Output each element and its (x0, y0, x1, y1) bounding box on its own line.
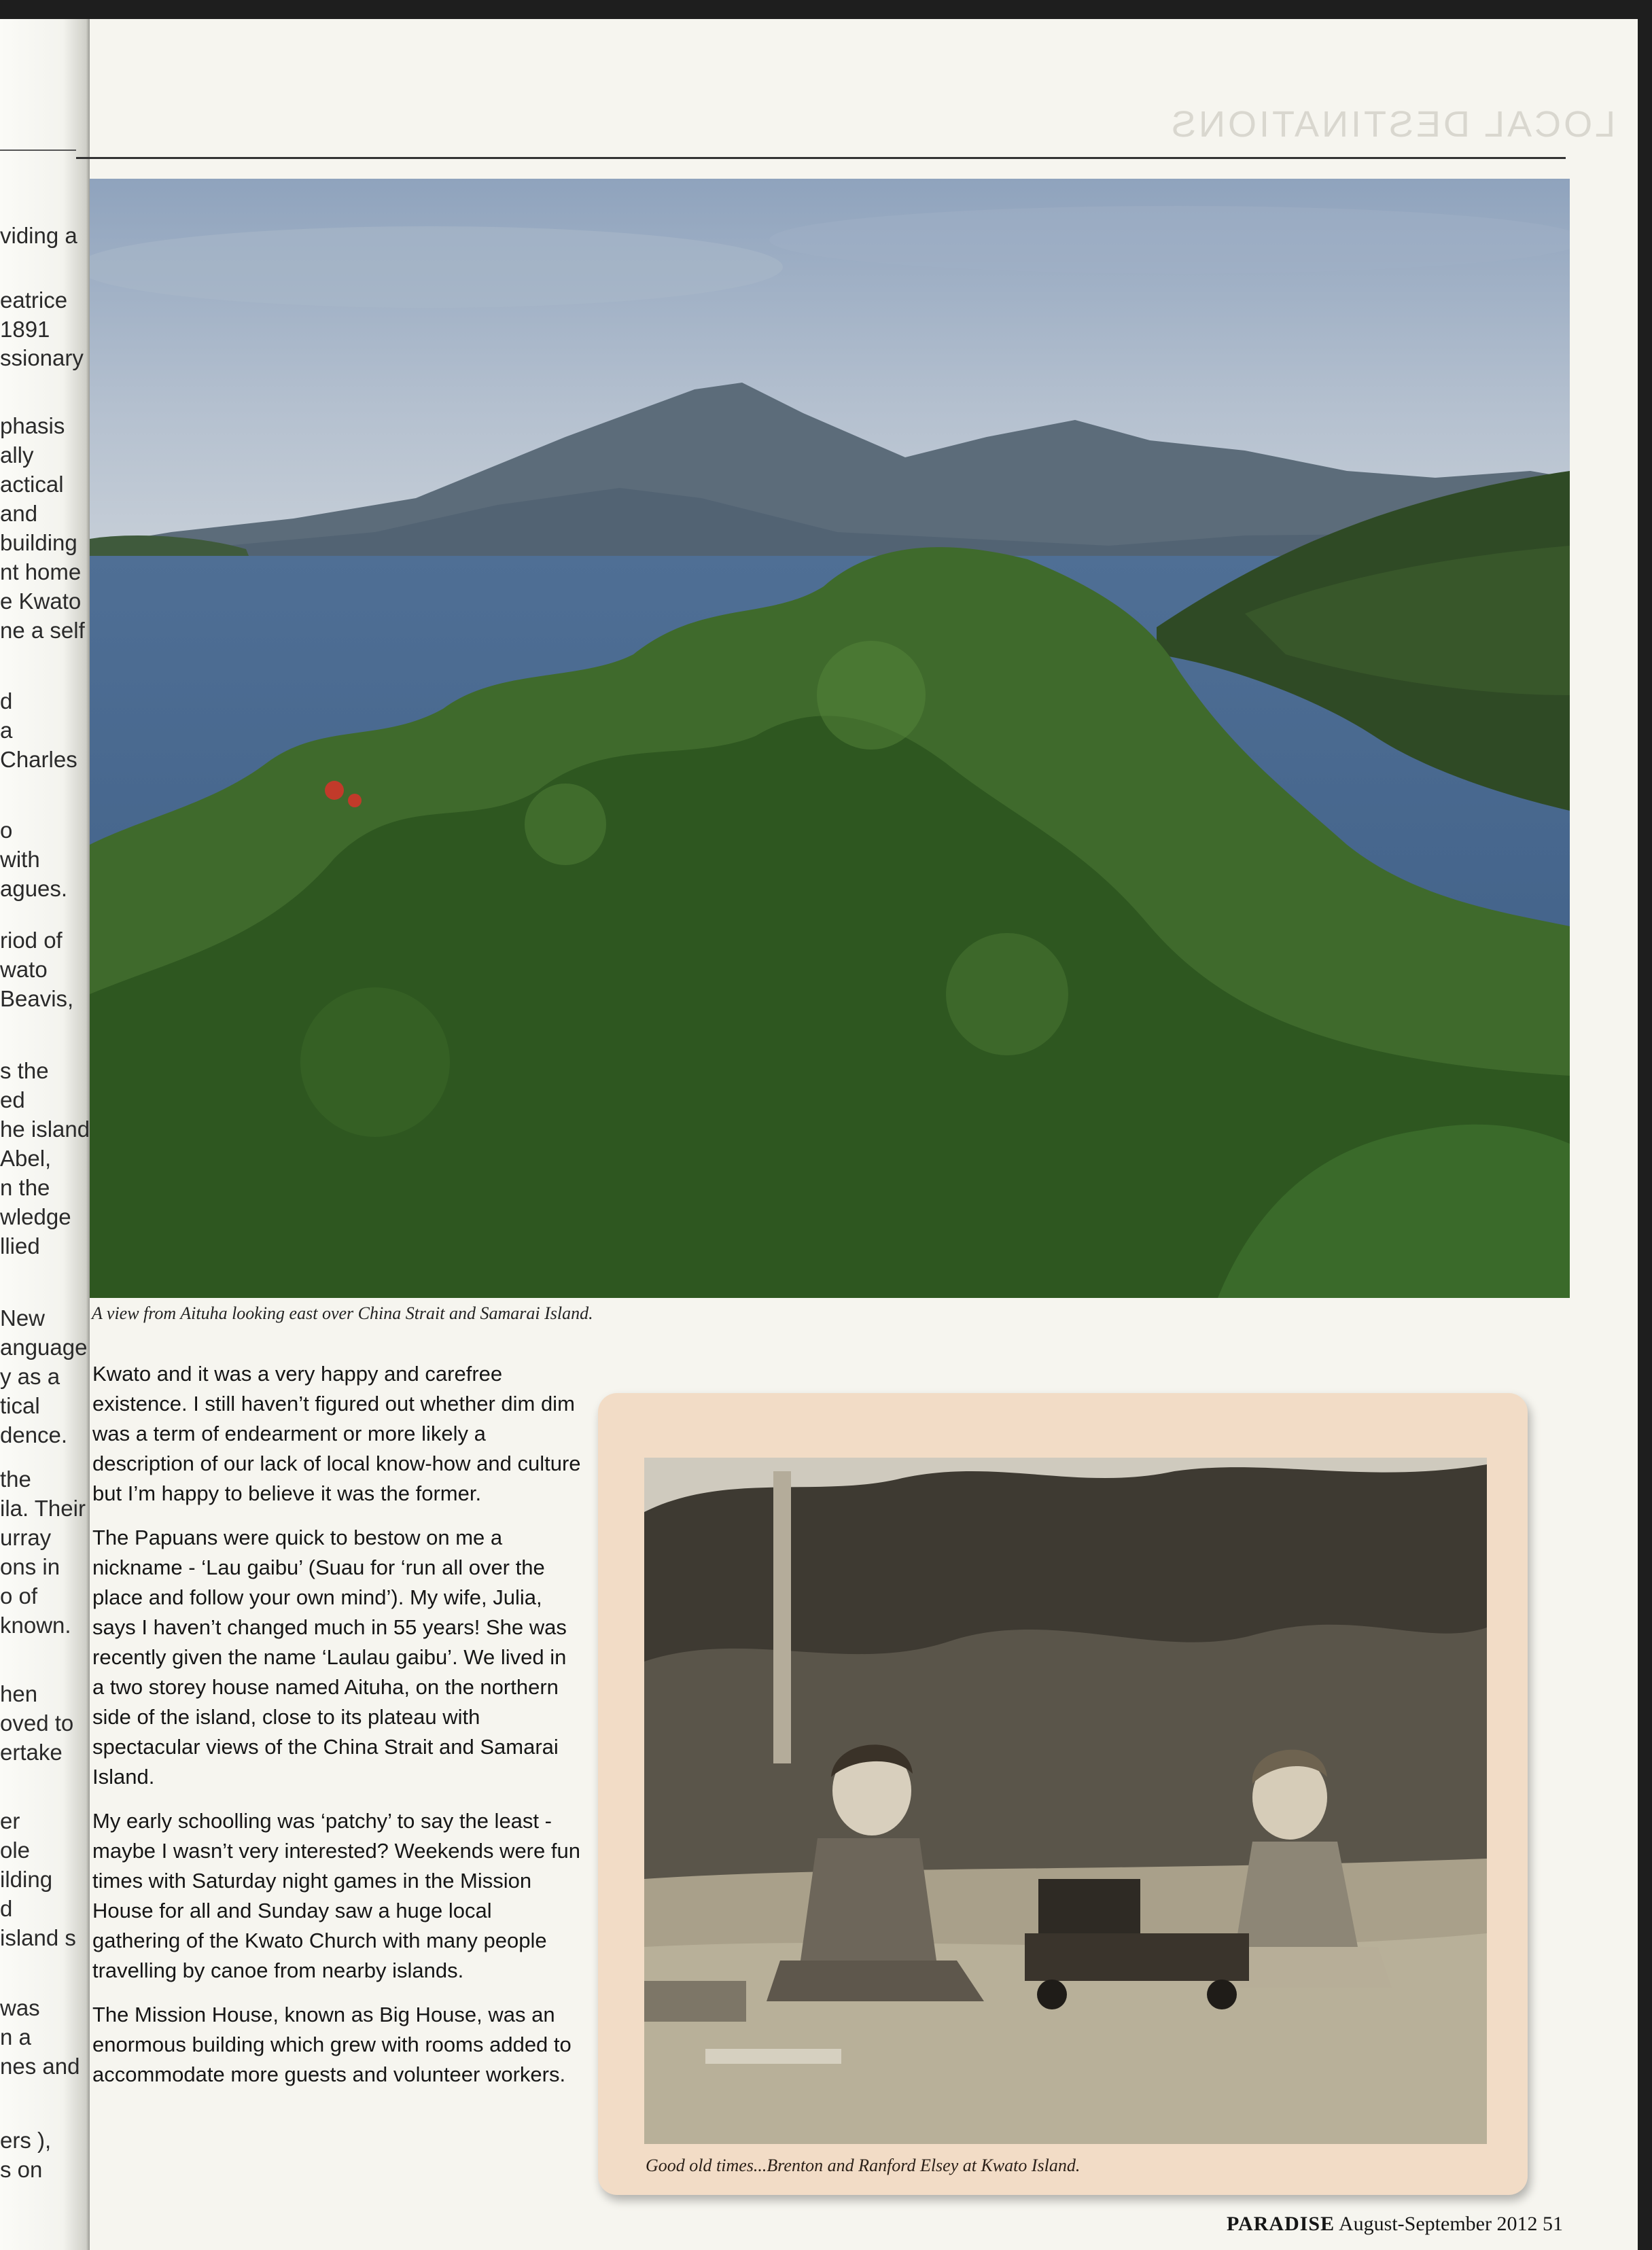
facing-page-text-fragment: with (0, 847, 40, 872)
facing-page-text-fragment: Beavis, (0, 986, 74, 1011)
facing-page-text-fragment: s on (0, 2157, 43, 2182)
facing-page-text-fragment: ole (0, 1838, 31, 1863)
page-number: 51 (1542, 2213, 1563, 2235)
facing-page-text-fragment: hen (0, 1681, 38, 1706)
page-footer (1227, 2213, 1563, 2236)
facing-page-gutter (0, 19, 90, 2250)
facing-page-text-fragment: Charles (0, 747, 77, 772)
facing-page-text-fragment: n the (0, 1175, 50, 1200)
facing-page-text-fragment: viding a (0, 223, 77, 248)
article-paragraph: The Papuans were quick to bestow on me a nickname - ‘Lau gaibu’ (Suau for ‘run all over the place and follow your own mind’). My wife, Julia, says I haven’t changed much in 55 years! She was recently given the name ‘Laulau gaibu’. We lived in a two storey house named Aituha, on the northern side of the island, close to its plateau with spectacular views of the China Strait and Samarai Island. (92, 1526, 567, 1789)
facing-page-text-fragment: ilding (0, 1867, 53, 1892)
facing-page-text-fragment: ne a self (0, 618, 85, 643)
facing-page-text-fragment: e Kwato (0, 588, 82, 614)
facing-page-text-fragment: o (0, 818, 13, 843)
facing-page-text-fragment: known. (0, 1613, 71, 1638)
facing-page-text-fragment: y as a (0, 1364, 60, 1389)
show-through-header: LOCAL DESTINATIONS (1169, 104, 1616, 145)
facing-page-text-fragment: he island (0, 1117, 90, 1142)
facing-page-text-fragment: d (0, 1896, 13, 1921)
facing-page-text-fragment: phasis (0, 413, 65, 438)
facing-page-text-fragment: ally (0, 442, 34, 468)
magazine-page (0, 19, 1638, 2250)
facing-page-text-fragment: ssionary (0, 345, 84, 370)
facing-page-text-fragment: llied (0, 1233, 40, 1259)
facing-page-text-fragment: island s (0, 1925, 76, 1950)
facing-page-rule (0, 150, 76, 151)
facing-page-text-fragment: dence. (0, 1422, 68, 1447)
article-paragraph: Kwato and it was a very happy and carefree existence. I still haven’t figured out whether dim dim was a term of endearment or more likely a description of our lack of local know-how and culture but I’m happy to believe it was the former. (92, 1362, 581, 1505)
facing-page-text-fragment: a (0, 718, 13, 743)
facing-page-text-fragment: New (0, 1305, 46, 1331)
facing-page-text-fragment: n a (0, 2024, 31, 2050)
facing-page-text-fragment: ers ), (0, 2128, 52, 2153)
facing-page-text-fragment: riod of (0, 928, 63, 953)
facing-page-text-fragment: d (0, 688, 13, 714)
facing-page-text-fragment: the (0, 1466, 31, 1492)
facing-page-text-fragment: and (0, 501, 38, 526)
facing-page-text-fragment: oved to (0, 1710, 74, 1736)
facing-page-text-fragment: wledge (0, 1204, 71, 1229)
facing-page-text-fragment: o of (0, 1583, 38, 1609)
facing-page-text-fragment: s the (0, 1058, 49, 1083)
china-strait-photo (90, 179, 1570, 1298)
facing-page-text-fragment: wato (0, 957, 48, 982)
facing-page-text-fragment: was (0, 1995, 40, 2020)
old-photo-card (598, 1393, 1528, 2195)
facing-page-text-fragment: actical (0, 472, 64, 497)
facing-page-text-fragment: tical (0, 1393, 40, 1418)
facing-page-text-fragment: Abel, (0, 1146, 52, 1171)
facing-page-text-fragment: ertake (0, 1740, 63, 1765)
facing-page-text-fragment: ons in (0, 1554, 60, 1579)
kwato-children-photo (644, 1458, 1487, 2144)
old-photo-caption: Good old times...Brenton and Ranford Elsey at Kwato Island. (646, 2156, 1080, 2175)
magazine-name: PARADISE (1227, 2213, 1335, 2235)
facing-page-text-fragment: building (0, 530, 77, 555)
facing-page-text-fragment: anguage (0, 1335, 88, 1360)
facing-page-text-fragment: urray (0, 1525, 52, 1550)
header-rule (76, 157, 1566, 159)
facing-page-text-fragment: eatrice (0, 287, 68, 313)
main-photo-caption: A view from Aituha looking east over China Strait and Samarai Island. (92, 1303, 593, 1323)
issue-date: August-September 2012 (1339, 2213, 1538, 2235)
article-paragraph: My early schoolling was ‘patchy’ to say the least - maybe I wasn’t very interested? Weekends were fun times with Saturday night games in the Mission House for all and Sunday saw a huge local gathering of the Kwato Church with many people travelling by canoe from nearby islands. (92, 1809, 580, 1982)
article-body (92, 1359, 582, 2104)
facing-page-text-fragment: 1891 (0, 317, 50, 342)
facing-page-text-fragment: agues. (0, 876, 68, 901)
article-paragraph: The Mission House, known as Big House, was an enormous building which grew with rooms added to accommodate more guests and volunteer workers. (92, 2003, 572, 2086)
facing-page-text-fragment: ila. Their (0, 1496, 86, 1521)
facing-page-text-fragment: nt home (0, 559, 82, 584)
facing-page-text-fragment: nes and (0, 2054, 80, 2079)
facing-page-text-fragment: er (0, 1808, 20, 1833)
facing-page-text-fragment: ed (0, 1087, 25, 1112)
